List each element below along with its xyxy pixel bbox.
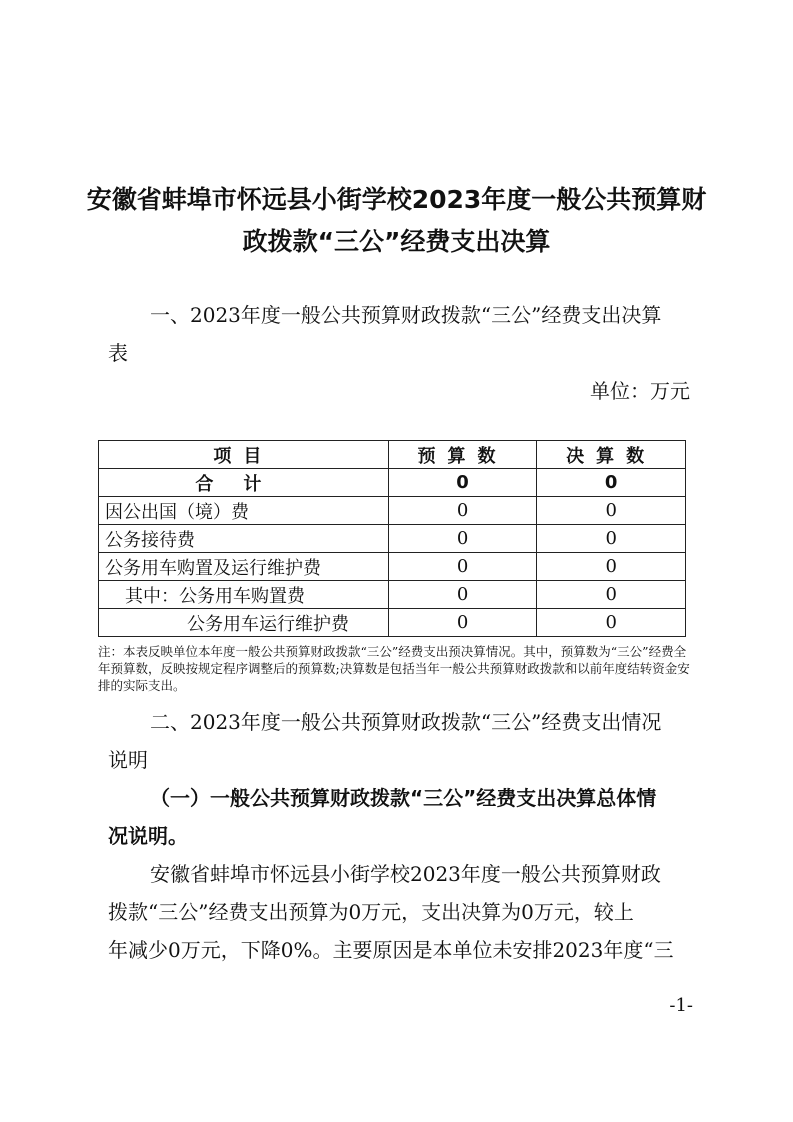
row-budget: 0 [388,581,537,609]
table-row [99,553,686,581]
table-note: 注：本表反映单位本年度一般公共预算财政拨款“三公”经费支出预决算情况。其中，预算数为“三公”经费全年预算数，反映按规定程序调整后的预算数;决算数是包括当年一般公共预算财政拨款和以前年度结转资金安排的实际支出。 [98,644,690,693]
section1-heading: 一、2023年度一般公共预算财政拨款“三公”经费支出决算 [150,303,662,327]
header-actual: 决算数 [537,441,686,469]
subsection-heading: （一）一般公共预算财政拨款“三公”经费支出决算总体情 [150,786,657,810]
unit-label: 单位：万元 [590,379,690,403]
doc-title-line2: 政拨款“三公”经费支出决算 [242,227,551,256]
header-item: 项目 [99,441,389,469]
row-actual: 0 [537,609,686,637]
row-budget: 0 [388,525,537,553]
row-actual: 0 [537,581,686,609]
table-row [99,525,686,553]
row-actual: 0 [537,525,686,553]
header-budget: 预算数 [388,441,537,469]
row-label: 因公出国（境）费 [99,497,389,525]
page-number: -1- [669,995,693,1016]
table-row-total [99,469,686,497]
row-budget: 0 [388,469,537,497]
paragraph-line: 年减少0万元，下降0%。主要原因是本单位未安排2023年度“三 [108,938,674,962]
row-actual: 0 [537,497,686,525]
section1-heading-cont: 表 [108,341,128,365]
budget-table [98,440,686,637]
section2-heading-cont: 说明 [108,748,148,772]
row-label: 公务用车运行维护费 [99,609,389,637]
row-label: 其中：公务用车购置费 [99,581,389,609]
table-row [99,609,686,637]
row-label: 合计 [99,469,389,497]
row-label: 公务用车购置及运行维护费 [99,553,389,581]
table-header-row [99,441,686,469]
row-actual: 0 [537,469,686,497]
row-actual: 0 [537,553,686,581]
section2-heading: 二、2023年度一般公共预算财政拨款“三公”经费支出情况 [150,710,662,734]
doc-title-line1: 安徽省蚌埠市怀远县小街学校2023年度一般公共预算财 [86,185,707,214]
subsection-heading-cont: 况说明。 [108,824,188,848]
table-row [99,497,686,525]
row-budget: 0 [388,553,537,581]
paragraph-line: 拨款“三公”经费支出预算为0万元，支出决算为0万元，较上 [108,900,634,924]
row-budget: 0 [388,497,537,525]
table-row [99,581,686,609]
row-budget: 0 [388,609,537,637]
paragraph-line: 安徽省蚌埠市怀远县小街学校2023年度一般公共预算财政 [150,862,661,886]
row-label: 公务接待费 [99,525,389,553]
